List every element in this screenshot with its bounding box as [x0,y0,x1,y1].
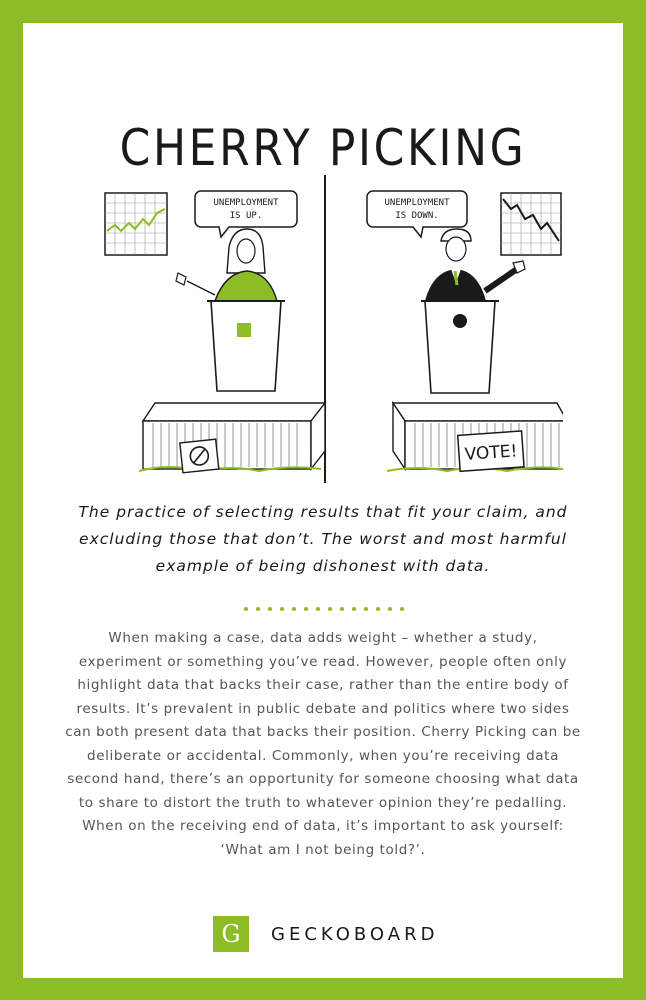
left-podium [207,301,285,391]
vote-sign [458,431,524,471]
brand-name: GECKOBOARD [271,923,439,945]
left-panel [105,191,325,473]
vote-sign-text: VOTE! [464,441,518,465]
left-speech-line-2: IS UP. [229,211,263,221]
right-panel [367,191,563,471]
left-no-sign [180,439,219,473]
left-speaker [176,229,277,301]
left-speech-line-1: UNEMPLOYMENT [213,198,279,208]
page-title: CHERRY PICKING [119,118,527,177]
dotted-divider [243,605,405,613]
poster-card [23,23,623,978]
right-podium [421,301,499,393]
right-chart-icon [501,193,561,255]
left-stage [139,403,325,471]
tagline: The practice of selecting results that fit your claim, and excluding those that don’t. The worst and most harmful example of being dishonest with data. [78,503,568,575]
brand-footer[interactable] [213,916,438,952]
left-chart-icon [105,193,167,255]
right-speech-line-1: UNEMPLOYMENT [384,198,450,208]
debate-illustration [83,153,563,493]
body-paragraph: When making a case, data adds weight – whether a study, experiment or something you’ve read. However, people often only highlight data that backs their case, rather than the entire body of results. It’s prevalent in public debate and politics where two sides can both present data that backs their position. Cherry Picking can be deliberate or accidental. Commonly, when you’re receiving data second hand, there’s an opportunity for someone choosing what data to share to distort the truth to whatever opinion they’re pedalling. When on the receiving end of data, it’s important to ask yourself: ‘What am I not being told?’. [65,630,581,858]
right-speech-line-2: IS DOWN. [395,211,439,221]
geckoboard-logo-icon: G [213,916,249,952]
